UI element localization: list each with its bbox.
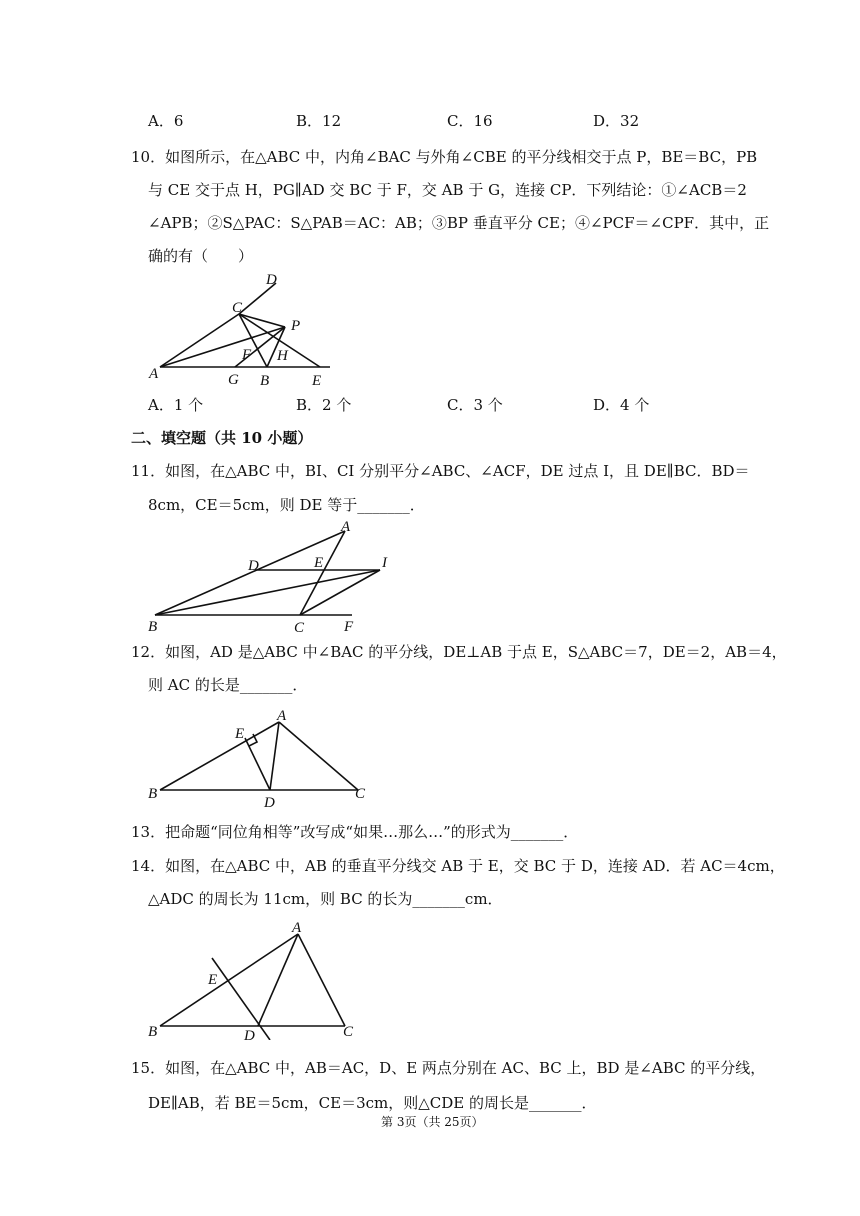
q14-line-perpendicular-bisector xyxy=(212,958,270,1040)
q13-line-1: 13．把命题“同位角相等”改写成“如果…那么…”的形式为_______． xyxy=(131,823,579,841)
q10-label-h: H xyxy=(277,348,288,364)
q11-label-d: D xyxy=(248,558,259,574)
q10-option-a: A．1 个 xyxy=(148,396,204,414)
q12-line-2: 则 AC 的长是_______． xyxy=(148,676,308,694)
q9-option-d: D．32 xyxy=(593,112,640,130)
q11-label-c: C xyxy=(294,620,305,636)
q10-option-d: D．4 个 xyxy=(593,396,650,414)
q10-option-c: C．3 个 xyxy=(447,396,503,414)
q14-label-a: A xyxy=(292,920,302,936)
q11-label-a: A xyxy=(341,519,351,535)
q11-line-1: 11．如图，在△ABC 中，BI、CI 分别平分∠ABC、∠ACF，DE 过点 I，且 DE∥BC．BD＝ xyxy=(131,462,750,480)
section-heading: 二、填空题（共 10 小题） xyxy=(131,429,313,447)
q11-line-bi xyxy=(155,570,380,615)
q12-line-ac xyxy=(279,722,358,790)
q10-line-2: 与 CE 交于点 H，PG∥AD 交 BC 于 F，交 AB 于 G，连接 CP．下列结论：①∠ACB＝2 xyxy=(148,181,747,199)
q12-line-ed xyxy=(245,738,270,790)
q10-label-a: A xyxy=(149,366,159,382)
q10-figure xyxy=(140,268,340,390)
q10-label-e: E xyxy=(312,373,322,389)
q10-line-3: ∠APB；②S△PAC：S△PAB＝AC：AB；③BP 垂直平分 CE；④∠PCF＝∠CPF．其中，正 xyxy=(148,214,770,232)
q14-line-1: 14．如图，在△ABC 中，AB 的垂直平分线交 AB 于 E，交 BC 于 D，连接 AD．若 AC＝4cm， xyxy=(131,857,785,875)
q11-figure xyxy=(140,517,400,637)
q10-line-4: 确的有（ ） xyxy=(148,247,254,265)
q12-line-1: 12．如图，AD 是△ABC 中∠BAC 的平分线，DE⊥AB 于点 E，S△ABC＝7，DE＝2，AB＝4， xyxy=(131,643,787,661)
q10-label-p: P xyxy=(291,318,301,334)
q14-label-c: C xyxy=(343,1024,354,1040)
q11-label-i: I xyxy=(382,555,387,571)
q12-label-c: C xyxy=(355,786,366,802)
q11-line-2: 8cm，CE＝5cm，则 DE 等于_______． xyxy=(148,496,425,514)
q9-option-b: B．12 xyxy=(296,112,342,130)
q10-line-cp xyxy=(239,314,285,327)
page-footer: 第 3页（共 25页） xyxy=(381,1115,484,1129)
q12-figure xyxy=(140,700,380,810)
q12-label-d: D xyxy=(264,795,275,810)
q11-label-e: E xyxy=(314,555,324,571)
q14-label-b: B xyxy=(148,1024,158,1040)
q14-label-e: E xyxy=(208,972,218,988)
q10-option-b: B．2 个 xyxy=(296,396,352,414)
q10-line-1: 10．如图所示，在△ABC 中，内角∠BAC 与外角∠CBE 的平分线相交于点 P，BE＝BC，PB xyxy=(131,148,758,166)
q10-label-g: G xyxy=(228,372,239,388)
q14-label-d: D xyxy=(244,1028,255,1040)
q10-label-c: C xyxy=(232,300,243,316)
q11-label-b: B xyxy=(148,619,158,635)
q10-line-ac xyxy=(160,314,239,367)
q12-label-a: A xyxy=(277,708,287,724)
q11-label-f: F xyxy=(344,619,354,635)
q10-line-ap xyxy=(160,327,285,367)
q9-option-a: A．6 xyxy=(148,112,184,130)
q15-line-2: DE∥AB，若 BE＝5cm，CE＝3cm，则△CDE 的周长是_______． xyxy=(148,1094,597,1112)
q12-label-e: E xyxy=(235,726,245,742)
q14-figure xyxy=(140,916,370,1040)
q14-line-ac xyxy=(298,934,345,1026)
q14-line-2: △ADC 的周长为 11cm，则 BC 的长为_______cm． xyxy=(148,890,503,908)
q10-label-b: B xyxy=(260,373,270,389)
q12-label-b: B xyxy=(148,786,158,802)
q15-line-1: 15．如图，在△ABC 中，AB＝AC，D、E 两点分别在 AC、BC 上，BD 是∠ABC 的平分线， xyxy=(131,1059,766,1077)
q12-line-ba xyxy=(160,722,279,790)
q12-line-ad xyxy=(270,722,279,790)
q9-option-c: C．16 xyxy=(447,112,493,130)
q10-label-f: F xyxy=(242,347,252,363)
q10-label-d: D xyxy=(266,272,277,288)
